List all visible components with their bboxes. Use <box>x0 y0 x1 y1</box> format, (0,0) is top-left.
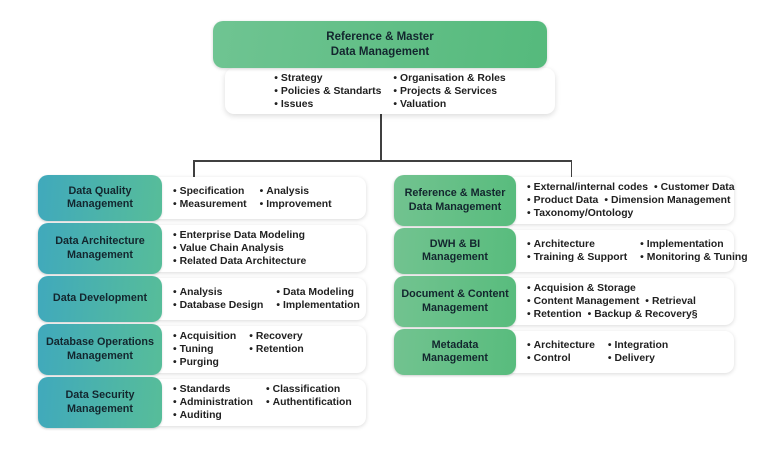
bullet-column <box>640 238 747 264</box>
category-title: Management <box>422 352 488 364</box>
bullet-icon <box>266 384 270 395</box>
bullet-columns <box>173 383 364 422</box>
bullet-icon <box>527 182 531 193</box>
category-title: Data Security <box>65 389 135 402</box>
category-row <box>394 177 734 224</box>
bullet-item-label: Monitoring & Tuning <box>646 252 748 263</box>
connector-trunk-line <box>380 112 382 160</box>
bullet-item-label: Classification <box>272 384 341 395</box>
bullet-column <box>173 229 306 268</box>
bullet-line <box>527 282 732 295</box>
bullet-item <box>173 286 263 299</box>
bullet-column <box>173 330 236 369</box>
bullet-item <box>266 396 352 409</box>
right-branch-column <box>394 177 748 373</box>
bullet-item-label: Acquision & Storage <box>533 283 636 294</box>
category-header <box>394 175 516 226</box>
bullet-icon <box>527 340 531 351</box>
bullet-icon <box>393 99 397 110</box>
bullet-item <box>393 98 505 111</box>
category-title: Metadata <box>431 338 479 351</box>
bullet-item-label: Analysis <box>266 186 310 197</box>
bullet-item <box>274 72 381 85</box>
bullet-icon <box>260 199 264 210</box>
bullet-item <box>608 352 668 365</box>
bullet-item-label: Implementation <box>283 300 360 311</box>
category-title: Document & Content <box>401 288 509 301</box>
bullet-column <box>173 383 253 422</box>
bullet-item <box>173 198 247 211</box>
bullet-line <box>527 308 732 321</box>
bullet-item-label: Organisation & Roles <box>400 72 506 84</box>
root-bullet-column-2 <box>393 72 505 111</box>
bullet-item-label: Valuation <box>400 98 447 110</box>
bullet-line <box>527 181 735 194</box>
bullet-icon <box>173 243 177 254</box>
category-body <box>162 379 366 426</box>
bullet-item <box>173 255 306 268</box>
bullet-icon <box>393 86 397 97</box>
bullet-item-label: Delivery <box>614 353 655 364</box>
root-node-title-line1: Reference & Master <box>326 30 434 43</box>
bullet-icon <box>527 353 531 364</box>
bullet-item <box>393 72 505 85</box>
root-bullet-column-1 <box>274 72 381 111</box>
bullet-icon <box>173 331 177 342</box>
bullet-icon <box>173 300 177 311</box>
bullet-item-label: Control <box>533 353 571 364</box>
category-body <box>162 177 366 219</box>
bullet-item <box>527 194 598 207</box>
category-header <box>394 329 516 375</box>
category-body <box>516 230 750 272</box>
category-title: Data Quality <box>68 184 132 197</box>
bullet-item <box>608 339 668 352</box>
category-title: Management <box>67 248 133 261</box>
bullet-column <box>276 286 359 312</box>
bullet-item <box>645 295 696 308</box>
category-header <box>38 276 162 322</box>
bullet-item <box>276 286 359 299</box>
bullet-item-label: Policies & Standarts <box>280 85 382 97</box>
bullet-columns <box>173 185 364 211</box>
category-title: Data Management <box>408 200 502 213</box>
bullet-item-label: Retention <box>533 309 582 320</box>
bullet-item <box>173 343 236 356</box>
bullet-item <box>604 194 730 207</box>
bullet-item <box>527 308 582 321</box>
bullet-icon <box>274 86 278 97</box>
bullet-item <box>173 330 236 343</box>
bullet-column <box>527 238 627 264</box>
root-node-body <box>225 68 555 114</box>
bullet-icon <box>274 99 278 110</box>
bullet-item-label: Authentification <box>272 397 352 408</box>
bullet-item <box>249 343 304 356</box>
bullet-icon <box>588 309 592 320</box>
bullet-item-label: Implementation <box>646 239 724 250</box>
category-row <box>394 278 734 325</box>
category-body <box>516 278 734 325</box>
bullet-item-label: Database Design <box>179 300 264 311</box>
bullet-icon <box>173 397 177 408</box>
bullet-icon <box>173 287 177 298</box>
bullet-icon <box>527 239 531 250</box>
bullet-item <box>393 85 505 98</box>
category-row <box>38 225 366 272</box>
bullet-icon <box>249 344 253 355</box>
category-row <box>394 331 734 373</box>
bullet-icon <box>640 239 644 250</box>
bullet-icon <box>608 353 612 364</box>
bullet-item <box>173 242 306 255</box>
bullet-icon <box>527 296 531 307</box>
category-row <box>38 278 366 320</box>
bullet-item-label: Data Modeling <box>283 287 355 298</box>
bullet-item <box>527 181 648 194</box>
category-row <box>394 230 748 272</box>
bullet-item <box>527 352 595 365</box>
bullet-columns <box>527 238 748 264</box>
category-title: Management <box>67 198 133 210</box>
bullet-item-label: Enterprise Data Modeling <box>179 230 305 241</box>
bullet-columns <box>527 339 732 365</box>
bullet-icon <box>173 410 177 421</box>
category-body <box>162 326 366 373</box>
bullet-item-label: Improvement <box>266 199 332 210</box>
bullet-icon <box>604 195 608 206</box>
root-node-title-line2: Data Management <box>330 45 430 58</box>
bullet-columns <box>173 229 364 268</box>
bullet-item-label: Related Data Architecture <box>179 256 307 267</box>
bullet-item <box>527 295 639 308</box>
bullet-item <box>527 207 633 220</box>
bullet-item <box>266 383 352 396</box>
bullet-item <box>173 185 247 198</box>
bullet-item-label: Auditing <box>179 410 222 421</box>
category-header <box>394 276 516 327</box>
root-node-header <box>213 21 547 68</box>
bullet-column <box>527 339 595 365</box>
bullet-item-label: Taxonomy/Ontology <box>533 208 634 219</box>
category-title: Management <box>67 402 133 415</box>
bullet-icon <box>527 195 531 206</box>
category-header <box>38 175 162 221</box>
bullet-icon <box>527 283 531 294</box>
bullet-item-label: Projects & Services <box>400 85 498 97</box>
bullet-column <box>266 383 352 422</box>
bullet-item-label: Architecture <box>533 340 595 351</box>
bullet-icon <box>266 397 270 408</box>
bullet-icon <box>276 300 280 311</box>
bullet-column <box>173 286 263 312</box>
bullet-item <box>173 409 253 422</box>
bullet-item-label: Customer Data <box>660 182 735 193</box>
category-title: Management <box>422 251 488 263</box>
category-title: Data Development <box>52 292 148 305</box>
bullet-item-label: Retention <box>255 344 304 355</box>
connector-left-drop-line <box>193 160 195 177</box>
bullet-icon <box>173 344 177 355</box>
category-title: Database Operations <box>45 336 154 349</box>
bullet-item-label: Specification <box>179 186 245 197</box>
bullet-item <box>640 238 747 251</box>
bullet-icon <box>173 256 177 267</box>
bullet-item-label: Administration <box>179 397 253 408</box>
bullet-item-label: Retrieval <box>651 296 696 307</box>
bullet-item <box>274 85 381 98</box>
connector-horizontal-line <box>193 160 572 162</box>
bullet-item <box>640 251 747 264</box>
bullet-item-label: Purging <box>179 357 219 368</box>
bullet-item <box>276 299 359 312</box>
bullet-item <box>274 98 381 111</box>
bullet-icon <box>645 296 649 307</box>
bullet-item-label: Recovery <box>255 331 303 342</box>
bullet-item-label: Dimension Management <box>610 195 731 206</box>
bullet-item <box>260 198 332 211</box>
bullet-icon <box>173 186 177 197</box>
bullet-item-label: Value Chain Analysis <box>179 243 284 254</box>
bullet-item <box>173 299 263 312</box>
bullet-item-label: External/internal codes <box>533 182 648 193</box>
category-title: DWH & BI <box>429 237 481 250</box>
bullet-item-label: Product Data <box>533 195 599 206</box>
bullet-item <box>588 308 698 321</box>
bullet-line <box>527 207 735 220</box>
bullet-icon <box>173 199 177 210</box>
bullet-icon <box>249 331 253 342</box>
category-title: Management <box>67 349 133 362</box>
bullet-item <box>173 383 253 396</box>
bullet-icon <box>274 73 278 84</box>
category-header <box>38 324 162 375</box>
bullet-column <box>608 339 668 365</box>
category-body <box>516 177 737 224</box>
category-row <box>38 326 366 373</box>
bullet-item <box>173 356 236 369</box>
bullet-item-label: Analysis <box>179 287 223 298</box>
bullet-icon <box>608 340 612 351</box>
bullet-item-label: Issues <box>280 98 314 110</box>
bullet-item <box>173 229 306 242</box>
bullet-item-label: Architecture <box>533 239 595 250</box>
left-branch-column <box>38 177 366 426</box>
bullet-item-label: Acquisition <box>179 331 237 342</box>
bullet-icon <box>527 208 531 219</box>
bullet-icon <box>654 182 658 193</box>
bullet-icon <box>527 252 531 263</box>
bullet-item-label: Strategy <box>280 72 323 84</box>
bullet-icon <box>173 357 177 368</box>
bullet-item-label: Standards <box>179 384 231 395</box>
bullet-column <box>249 330 304 369</box>
category-body <box>162 278 366 320</box>
bullet-icon <box>276 287 280 298</box>
bullet-item-label: Backup & Recovery§ <box>594 309 698 320</box>
bullet-item <box>173 396 253 409</box>
category-header <box>394 228 516 274</box>
category-row <box>38 379 366 426</box>
bullet-icon <box>527 309 531 320</box>
bullet-item-label: Training & Support <box>533 252 628 263</box>
category-body <box>162 225 366 272</box>
bullet-icon <box>640 252 644 263</box>
bullet-item-label: Tuning <box>179 344 214 355</box>
category-header <box>38 223 162 274</box>
bullet-item <box>249 330 304 343</box>
connector-right-drop-line <box>571 160 573 177</box>
category-title: Data Architecture <box>55 235 145 248</box>
bullet-icon <box>260 186 264 197</box>
bullet-icon <box>173 230 177 241</box>
bullet-line <box>527 295 732 308</box>
bullet-item-label: Measurement <box>179 199 247 210</box>
category-row <box>38 177 366 219</box>
bullet-item <box>527 339 595 352</box>
bullet-item <box>654 181 735 194</box>
bullet-icon <box>393 73 397 84</box>
category-body <box>516 331 734 373</box>
bullet-columns <box>173 330 364 369</box>
bullet-item-label: Content Management <box>533 296 640 307</box>
bullet-item <box>527 238 627 251</box>
bullet-column <box>260 185 332 211</box>
category-title: Management <box>422 301 488 314</box>
bullet-item-label: Integration <box>614 340 669 351</box>
bullet-line <box>527 194 735 207</box>
bullet-item <box>260 185 332 198</box>
bullet-item <box>527 251 627 264</box>
bullet-item <box>527 282 636 295</box>
category-header <box>38 377 162 428</box>
bullet-icon <box>173 384 177 395</box>
category-title: Reference & Master <box>404 187 506 200</box>
bullet-column <box>173 185 247 211</box>
bullet-columns <box>173 286 364 312</box>
